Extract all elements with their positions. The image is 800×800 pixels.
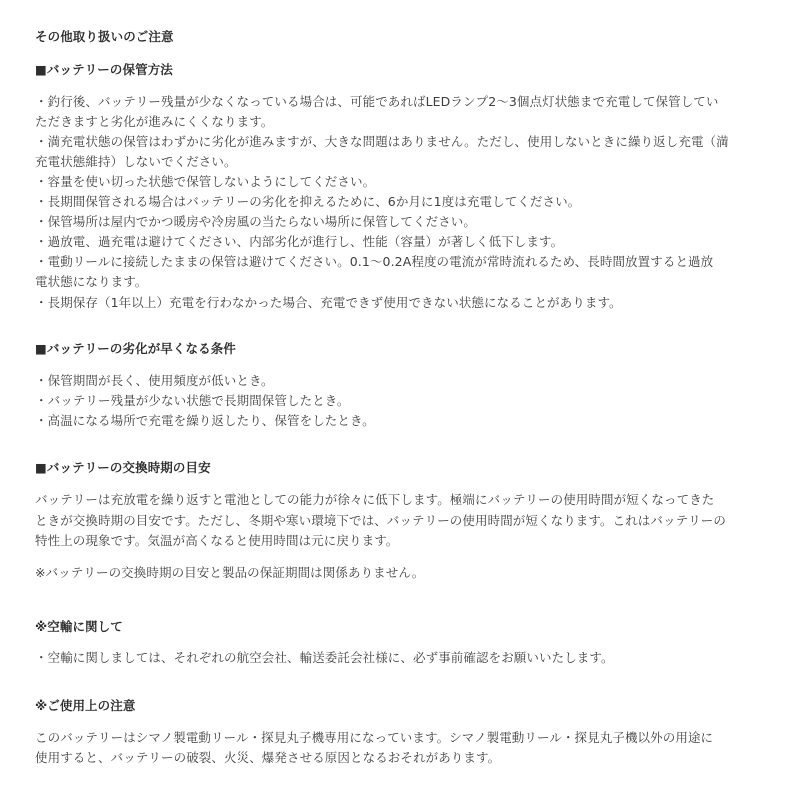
degradation-line: ・高温になる場所で充電を繰り返したり、保管をしたとき。 — [35, 413, 375, 428]
storage-line: 充電状態維持）しないでください。 — [35, 154, 237, 169]
usage-heading: ※ご使用上の注意 — [35, 698, 136, 713]
storage-line: ・過放電、過充電は避けてください、内部劣化が進行し、性能（容量）が著しく低下します。 — [35, 234, 564, 249]
degradation-line: ・保管期間が長く、使用頻度が低いとき。 — [35, 373, 274, 388]
usage-line: このバッテリーはシマノ製電動リール・探見丸子機専用になっています。シマノ製電動リール・探見丸子機以外の用途に — [35, 730, 714, 745]
storage-line: ・容量を使い切った状態で保管しないようにしてください。 — [35, 174, 376, 189]
storage-line: ただきますと劣化が進みにくくなります。 — [35, 114, 274, 129]
replacement-line: ときが交換時期の目安です。ただし、冬期や寒い環境下では、バッテリーの使用時間が短くなります。これはバッテリーの — [35, 513, 727, 528]
degradation-heading: ■バッテリーの劣化が早くなる条件 — [35, 341, 236, 356]
degradation-line: ・バッテリー残量が少ない状態で長期間保管したとき。 — [35, 393, 350, 408]
storage-line: ・保管場所は屋内でかつ暖房や冷房風の当たらない場所に保管してください。 — [35, 214, 477, 229]
storage-line: 電状態になります。 — [35, 274, 148, 289]
storage-line: ・長期保存（1年以上）充電を行わなかった場合、充電できず使用できない状態になることがあります。 — [35, 295, 622, 310]
replacement-line: バッテリーは充放電を繰り返すと電池としての能力が徐々に低下します。極端にバッテリーの使用時間が短くなってきた — [35, 492, 715, 507]
replacement-line: 特性上の現象です。気温が高くなると使用時間は元に戻ります。 — [35, 533, 399, 548]
air-heading: ※空輸に関して — [35, 619, 123, 634]
air-line: ・空輸に関しましては、それぞれの航空会社、輸送委託会社様に、必ず事前確認をお願いいたします。 — [35, 650, 614, 665]
storage-line: ・満充電状態の保管はわずかに劣化が進みますが、大きな問題はありません。ただし、使用しないときに繰り返し充電（満 — [35, 134, 729, 149]
page-title: その他取り扱いのご注意 — [35, 29, 174, 44]
replacement-note: ※バッテリーの交換時期の目安と製品の保証期間は関係ありません。 — [35, 565, 425, 580]
storage-line: ・釣行後、バッテリー残量が少なくなっている場合は、可能であればLEDランプ2〜3個点灯状態まで充電して保管してい — [35, 94, 719, 109]
usage-line: 使用すると、バッテリーの破裂、火災、爆発させる原因となるおそれがあります。 — [35, 750, 501, 765]
storage-line: ・長期間保管される場合はバッテリーの劣化を抑えるために、6か月に1度は充電してください。 — [35, 194, 581, 209]
storage-line: ・電動リールに接続したままの保管は避けてください。0.1〜0.2A程度の電流が常時流れるため、長時間放置すると過放 — [35, 254, 714, 269]
storage-heading: ■バッテリーの保管方法 — [35, 62, 173, 77]
replacement-heading: ■バッテリーの交換時期の目安 — [35, 460, 211, 475]
